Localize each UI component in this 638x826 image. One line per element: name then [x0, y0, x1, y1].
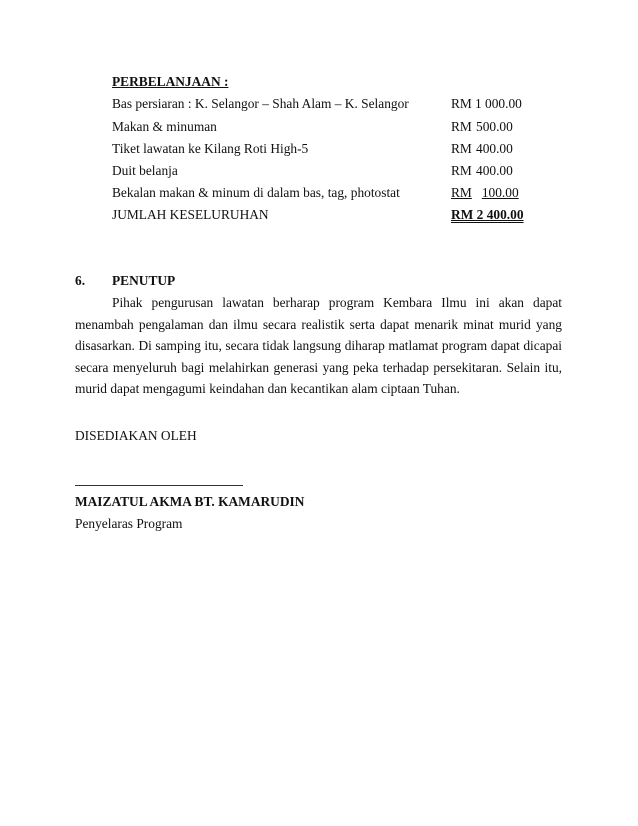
- expense-currency: RM: [451, 119, 472, 134]
- expense-label: Makan & minuman: [112, 119, 217, 134]
- signatory-name: MAIZATUL AKMA BT. KAMARUDIN: [75, 494, 305, 509]
- total-value: RM 2 400.00: [451, 207, 524, 222]
- expense-label: Duit belanja: [112, 163, 178, 178]
- expense-amount: 400.00: [476, 163, 513, 178]
- paragraph-line: murid dapat mengagumi keindahan dan kecantikan alam ciptaan Tuhan.: [75, 381, 460, 396]
- expense-label: Bekalan makan & minum di dalam bas, tag, photostat: [112, 185, 400, 200]
- expense-label: Bas persiaran : K. Selangor – Shah Alam – K. Selangor: [112, 96, 409, 111]
- expense-currency: RM: [451, 96, 472, 111]
- expense-label: Tiket lawatan ke Kilang Roti High-5: [112, 141, 309, 156]
- closing-paragraph: [75, 292, 562, 400]
- expense-currency: RM: [451, 185, 472, 200]
- expense-amount: 400.00: [476, 141, 513, 156]
- paragraph-line: disasarkan. Di samping itu, secara tidak langsung diharap matlamat program dapat dicapai: [75, 338, 562, 353]
- signatory-role: Penyelaras Program: [75, 516, 183, 531]
- prepared-by-label: DISEDIAKAN OLEH: [75, 428, 197, 443]
- section-number: 6.: [75, 273, 86, 288]
- expense-currency: RM: [451, 163, 472, 178]
- expense-amount: 1 000.00: [475, 96, 522, 111]
- expense-amount: 500.00: [476, 119, 513, 134]
- expense-last-row-underlined: [451, 185, 518, 201]
- expense-amount: 100.00: [481, 185, 519, 200]
- signature-line: [75, 485, 243, 486]
- total-label: JUMLAH KESELURUHAN: [112, 207, 269, 222]
- expenses-heading: PERBELANJAAN :: [112, 74, 229, 89]
- section-title: PENUTUP: [112, 273, 176, 288]
- paragraph-line: secara menyeluruh bagi melahirkan generasi yang peka terhadap persekitaran. Selain itu,: [75, 359, 562, 375]
- paragraph-line: menambah pengalaman dan ilmu secara realistik serta dapat menarik minat murid yang: [75, 316, 562, 332]
- paragraph-line: Pihak pengurusan lawatan berharap program Kembara Ilmu ini akan dapat: [112, 295, 562, 310]
- expense-currency: RM: [451, 141, 472, 156]
